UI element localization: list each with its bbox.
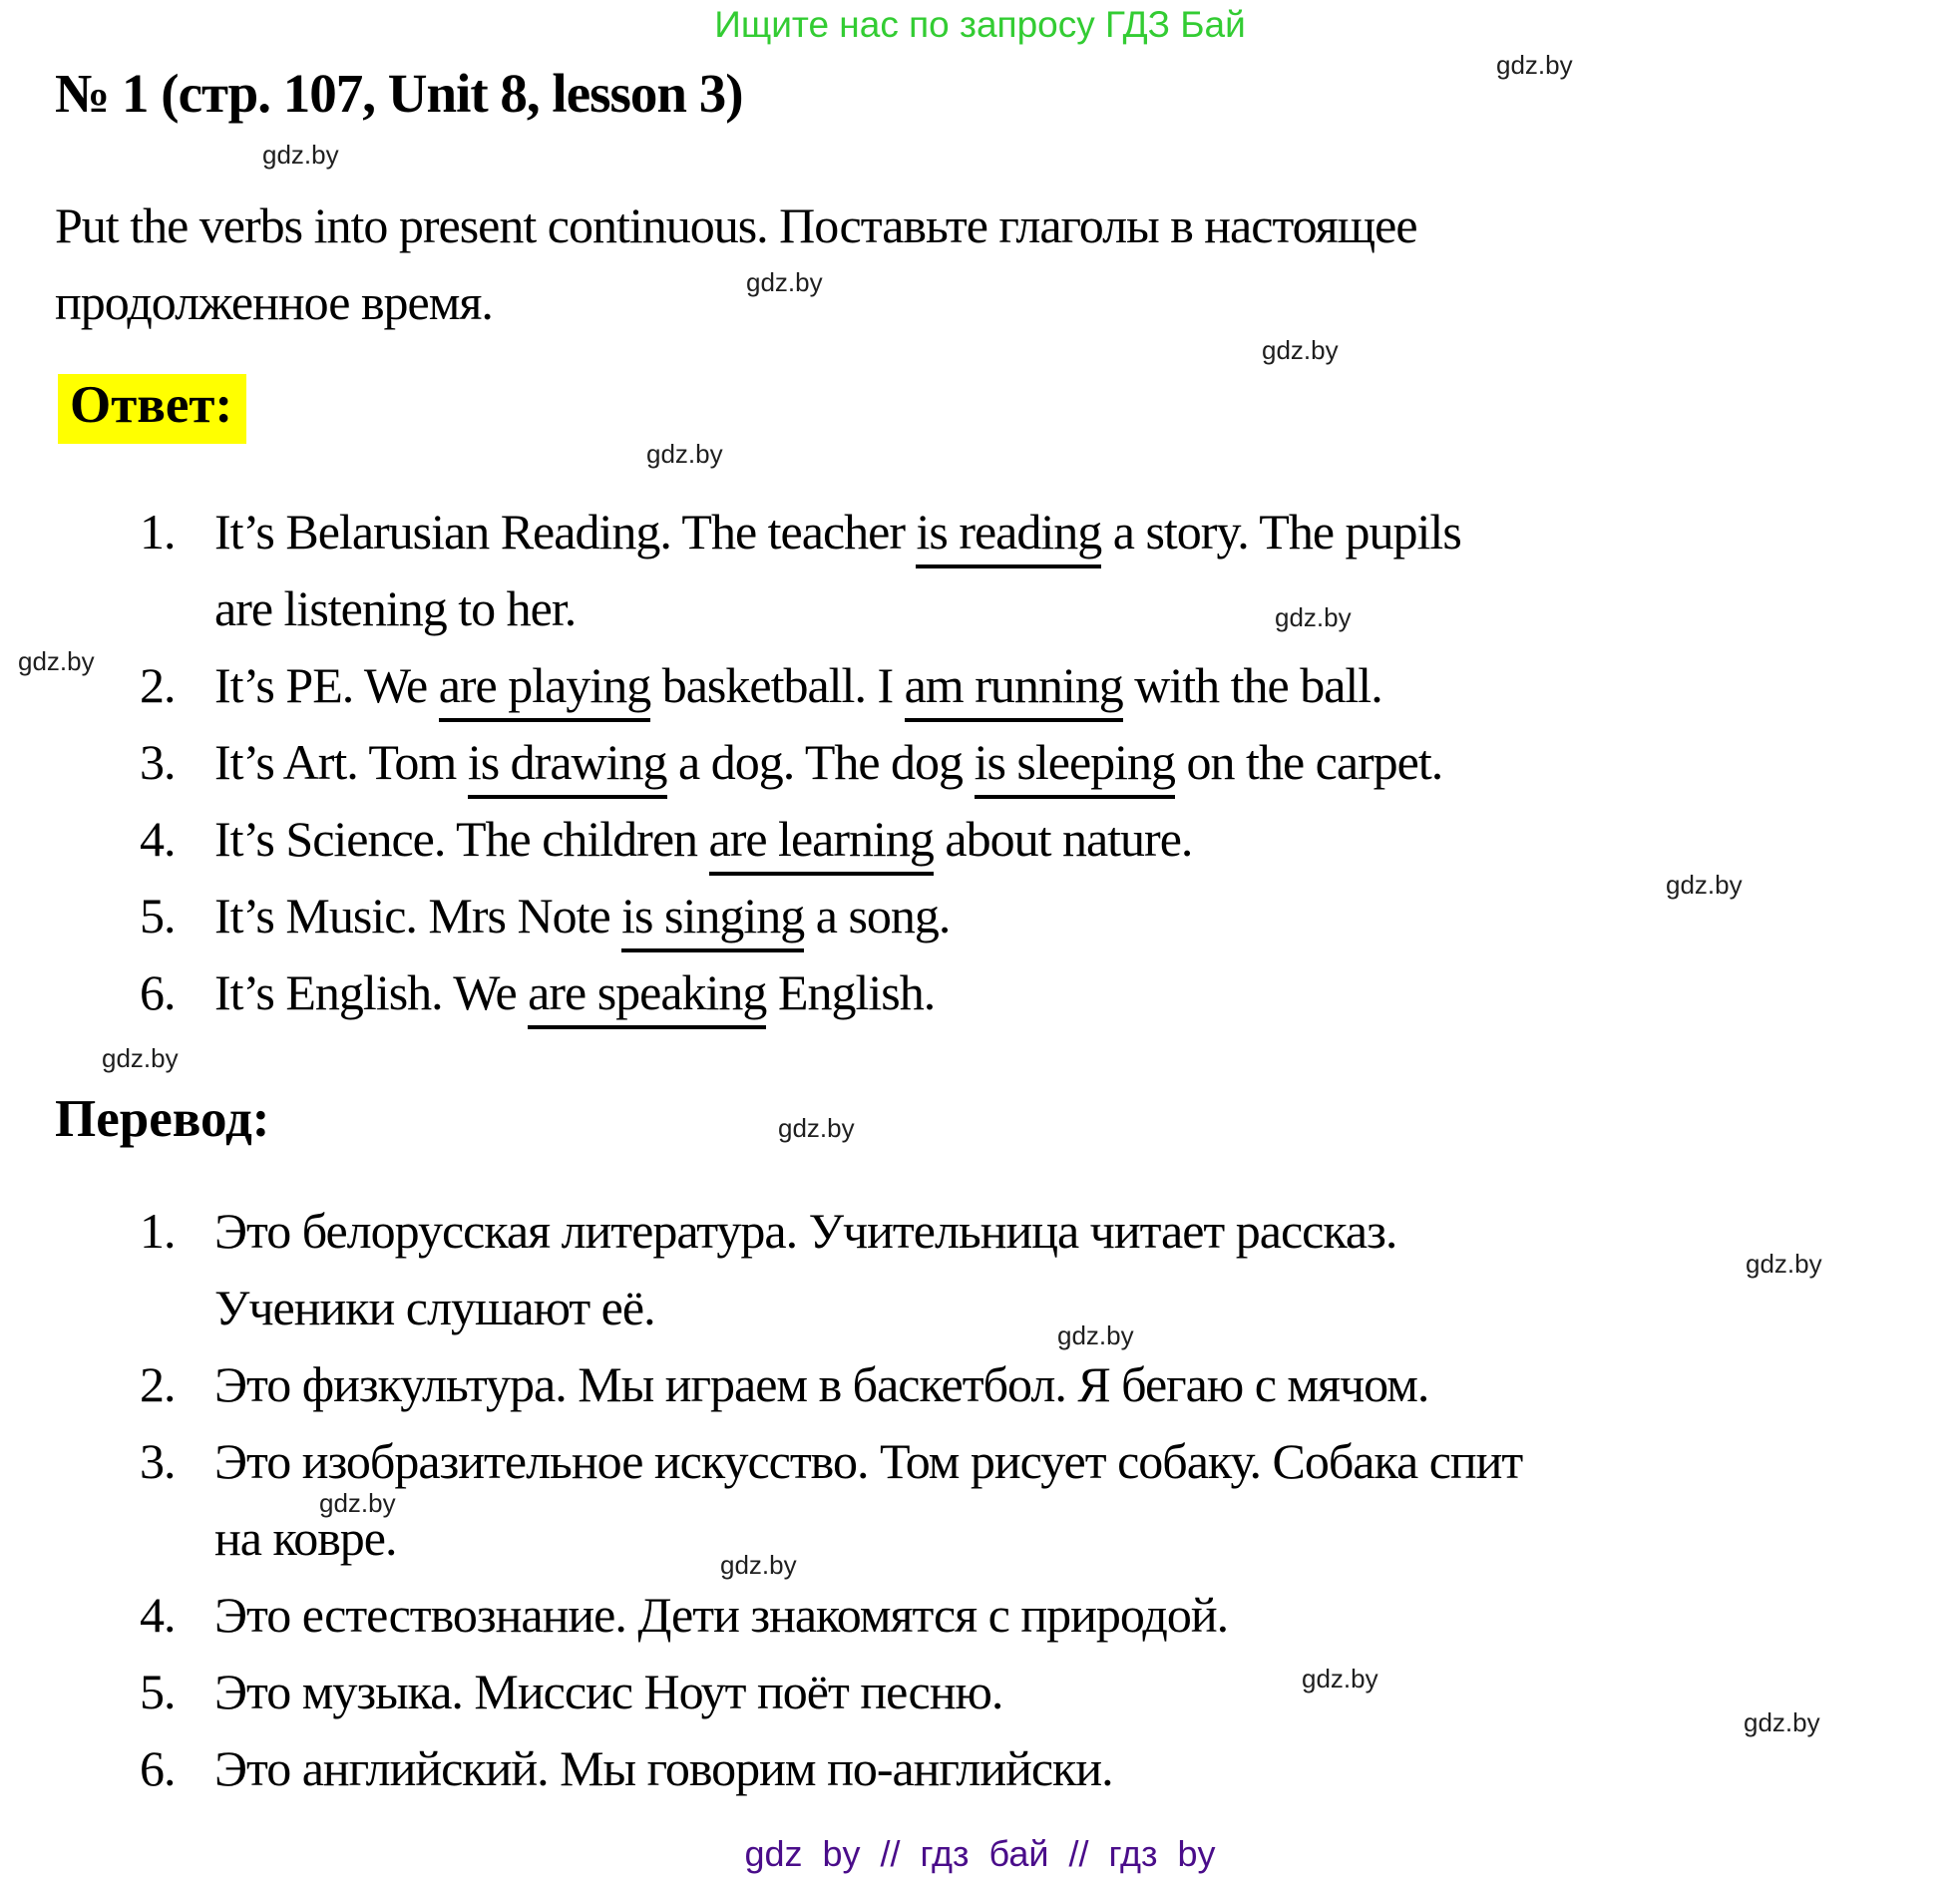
answers-list (140, 494, 1461, 1031)
gdz-watermark: gdz.by (1666, 870, 1743, 900)
answer-section (58, 375, 246, 435)
item-line: It’s PE. We are playing basketball. I am running with the ball. (214, 647, 1382, 724)
gdz-watermark: gdz.by (319, 1488, 396, 1518)
item-line: It’s Music. Mrs Note is singing a song. (214, 878, 950, 954)
item-line: Это изобразительное искусство. Том рисует собаку. Собака спит (214, 1433, 1523, 1489)
item-number: 6. (140, 964, 176, 1020)
item-line: на ковре. (214, 1510, 397, 1566)
gdz-watermark: gdz.by (720, 1550, 797, 1580)
answer-item (140, 494, 1461, 647)
item-line: Это музыка. Миссис Ноут поёт песню. (214, 1664, 1003, 1719)
item-number: 2. (140, 657, 176, 713)
translation-heading: Перевод: (55, 1090, 270, 1148)
translation-item (140, 1730, 1522, 1807)
underlined-verb: are speaking (528, 964, 766, 1029)
answer-item (140, 647, 1461, 724)
task-line-2: продолженное время. (55, 274, 493, 330)
gdz-watermark: gdz.by (746, 267, 823, 297)
translation-item (140, 1346, 1522, 1423)
gdz-watermark: gdz.by (1057, 1320, 1134, 1350)
item-number: 2. (140, 1356, 176, 1412)
answer-heading: Ответ: (58, 374, 246, 444)
underlined-verb: am running (905, 657, 1123, 722)
gdz-watermark: gdz.by (1275, 602, 1352, 632)
gdz-watermark: gdz.by (262, 140, 339, 170)
gdz-watermark: gdz.by (1746, 1249, 1822, 1279)
item-number: 1. (140, 1203, 176, 1259)
gdz-watermark: gdz.by (1262, 335, 1339, 365)
item-line: It’s Belarusian Reading. The teacher is reading a story. The pupils (214, 494, 1461, 570)
translation-item-text (214, 1577, 1228, 1654)
gdz-watermark: gdz.by (1744, 1707, 1820, 1737)
answer-item-text (214, 954, 935, 1031)
gdz-watermark: gdz.by (778, 1113, 855, 1143)
task-text (55, 188, 1417, 341)
item-number: 5. (140, 888, 176, 943)
item-number: 3. (140, 1433, 176, 1489)
answer-item-text (214, 647, 1382, 724)
translation-item-text (214, 1423, 1522, 1577)
item-line: Это физкультура. Мы играем в баскетбол. Я бегаю с мячом. (214, 1356, 1429, 1412)
translation-item-text (214, 1654, 1002, 1730)
item-number: 3. (140, 734, 176, 790)
item-number: 4. (140, 811, 176, 867)
task-line-1: Put the verbs into present continuous. Поставьте глаголы в настоящее (55, 197, 1417, 253)
answer-item-text (214, 801, 1192, 878)
item-number: 6. (140, 1740, 176, 1796)
exercise-title: № 1 (стр. 107, Unit 8, lesson 3) (55, 63, 743, 124)
gdz-watermark: gdz.by (1496, 50, 1573, 80)
item-number: 1. (140, 504, 176, 560)
answer-item (140, 954, 1461, 1031)
item-line: Ученики слушают её. (214, 1280, 655, 1335)
answer-item (140, 878, 1461, 954)
translation-item-text (214, 1730, 1113, 1807)
footer-links: gdz by // гдз бай // гдз by (744, 1833, 1216, 1874)
underlined-verb: is singing (621, 888, 804, 952)
underlined-verb: are playing (439, 657, 651, 722)
underlined-verb: is reading (916, 504, 1101, 568)
item-line: It’s Art. Tom is drawing a dog. The dog is sleeping on the carpet. (214, 724, 1442, 801)
answer-item (140, 801, 1461, 878)
gdz-watermark: gdz.by (102, 1043, 179, 1073)
gdz-watermark: gdz.by (646, 439, 723, 469)
translation-item (140, 1193, 1522, 1346)
item-line: It’s Science. The children are learning about nature. (214, 801, 1192, 878)
translation-item (140, 1577, 1522, 1654)
gdz-watermark: gdz.by (1302, 1664, 1378, 1693)
answer-item (140, 724, 1461, 801)
underlined-verb: is sleeping (975, 734, 1175, 799)
answer-item-text (214, 878, 950, 954)
underlined-verb: are learning (709, 811, 934, 876)
item-number: 4. (140, 1587, 176, 1643)
translation-item-text (214, 1193, 1396, 1346)
item-line: Это естествознание. Дети знакомятся с природой. (214, 1587, 1229, 1643)
underlined-verb: is drawing (468, 734, 667, 799)
item-line: Это белорусская литература. Учительница читает рассказ. (214, 1203, 1397, 1259)
item-line: Это английский. Мы говорим по-английски. (214, 1740, 1113, 1796)
item-line: It’s English. We are speaking English. (214, 954, 935, 1031)
item-line: are listening to her. (214, 580, 577, 636)
promo-banner: Ищите нас по запросу ГДЗ Бай (714, 4, 1246, 45)
translation-item-text (214, 1346, 1428, 1423)
gdz-watermark: gdz.by (18, 646, 95, 676)
item-number: 5. (140, 1664, 176, 1719)
answer-item-text (214, 724, 1442, 801)
